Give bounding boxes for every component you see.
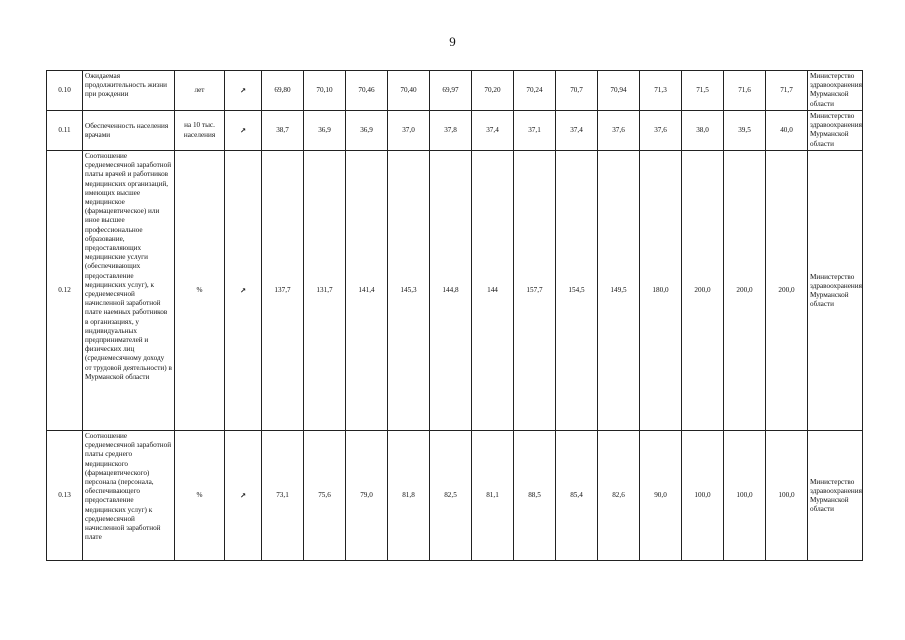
value-cell: 37,8 <box>430 111 472 151</box>
value-cell: 73,1 <box>262 431 304 561</box>
indicator-table <box>46 70 863 561</box>
value-cell: 137,7 <box>262 151 304 431</box>
value-cell: 145,3 <box>388 151 430 431</box>
trend-arrow-icon: ↗ <box>225 71 262 111</box>
value-cell: 37,4 <box>556 111 598 151</box>
value-cell: 71,5 <box>682 71 724 111</box>
value-cell: 39,5 <box>724 111 766 151</box>
value-cell: 81,1 <box>472 431 514 561</box>
trend-arrow-icon: ↗ <box>225 151 262 431</box>
value-cell: 71,3 <box>640 71 682 111</box>
table-row-0-13 <box>47 431 863 561</box>
value-cell: 85,4 <box>556 431 598 561</box>
indicator-name: Соотношение среднемесячной заработной платы врачей и работников медицинских организаций, имеющих высшее медицинское (фармацевтическое) или иное высшее профессиональное образование, предоставляющих медицинские услуги (обеспечивающих предоставление медицинских услуг), к среднемесячной начисленной заработной плате наемных работников в организациях, у индивидуальных предпринимателей и физических лиц (среднемесячному доходу от трудовой деятельности) в Мурманской области <box>83 151 175 431</box>
value-cell: 81,8 <box>388 431 430 561</box>
responsible-cell: Министерство здравоохранения Мурманской области <box>808 111 863 151</box>
value-cell: 36,9 <box>304 111 346 151</box>
unit-cell: лет <box>175 71 225 111</box>
table-row-0-11 <box>47 111 863 151</box>
value-cell: 37,6 <box>640 111 682 151</box>
value-cell: 70,20 <box>472 71 514 111</box>
indicator-name: Обеспеченность населения врачами <box>83 111 175 151</box>
value-cell: 82,5 <box>430 431 472 561</box>
value-cell: 200,0 <box>766 151 808 431</box>
value-cell: 82,6 <box>598 431 640 561</box>
value-cell: 69,97 <box>430 71 472 111</box>
value-cell: 149,5 <box>598 151 640 431</box>
value-cell: 37,1 <box>514 111 556 151</box>
value-cell: 154,5 <box>556 151 598 431</box>
value-cell: 70,7 <box>556 71 598 111</box>
value-cell: 90,0 <box>640 431 682 561</box>
value-cell: 88,5 <box>514 431 556 561</box>
page-number: 9 <box>449 34 456 49</box>
unit-cell: % <box>175 431 225 561</box>
indicator-name: Соотношение среднемесячной заработной платы среднего медицинского (фармацевтического) персонала (персонала, обеспечивающего предоставление медицинских услуг) к среднемесячной начисленной заработной плате <box>83 431 175 561</box>
unit-cell: % <box>175 151 225 431</box>
responsible-cell: Министерство здравоохранения Мурманской области <box>808 431 863 561</box>
value-cell: 37,0 <box>388 111 430 151</box>
value-cell: 36,9 <box>346 111 388 151</box>
value-cell: 70,40 <box>388 71 430 111</box>
indicator-name: Ожидаемая продолжительность жизни при рождении <box>83 71 175 111</box>
trend-arrow-icon: ↗ <box>225 431 262 561</box>
value-cell: 70,46 <box>346 71 388 111</box>
value-cell: 69,80 <box>262 71 304 111</box>
value-cell: 70,94 <box>598 71 640 111</box>
value-cell: 70,24 <box>514 71 556 111</box>
responsible-cell: Министерство здравоохранения Мурманской области <box>808 151 863 431</box>
row-code: 0.11 <box>47 111 83 151</box>
value-cell: 38,0 <box>682 111 724 151</box>
row-code: 0.10 <box>47 71 83 111</box>
value-cell: 131,7 <box>304 151 346 431</box>
value-cell: 141,4 <box>346 151 388 431</box>
value-cell: 200,0 <box>724 151 766 431</box>
value-cell: 180,0 <box>640 151 682 431</box>
unit-cell: на 10 тыс. населения <box>175 111 225 151</box>
value-cell: 71,7 <box>766 71 808 111</box>
value-cell: 157,7 <box>514 151 556 431</box>
value-cell: 40,0 <box>766 111 808 151</box>
responsible-cell: Министерство здравоохранения Мурманской области <box>808 71 863 111</box>
row-code: 0.12 <box>47 151 83 431</box>
row-code: 0.13 <box>47 431 83 561</box>
value-cell: 71,6 <box>724 71 766 111</box>
value-cell: 38,7 <box>262 111 304 151</box>
value-cell: 200,0 <box>682 151 724 431</box>
value-cell: 100,0 <box>724 431 766 561</box>
value-cell: 144,8 <box>430 151 472 431</box>
value-cell: 70,10 <box>304 71 346 111</box>
value-cell: 79,0 <box>346 431 388 561</box>
table-row-0-10 <box>47 71 863 111</box>
trend-arrow-icon: ↗ <box>225 111 262 151</box>
value-cell: 75,6 <box>304 431 346 561</box>
table-row-0-12 <box>47 151 863 431</box>
value-cell: 37,4 <box>472 111 514 151</box>
value-cell: 100,0 <box>682 431 724 561</box>
value-cell: 144 <box>472 151 514 431</box>
value-cell: 100,0 <box>766 431 808 561</box>
value-cell: 37,6 <box>598 111 640 151</box>
